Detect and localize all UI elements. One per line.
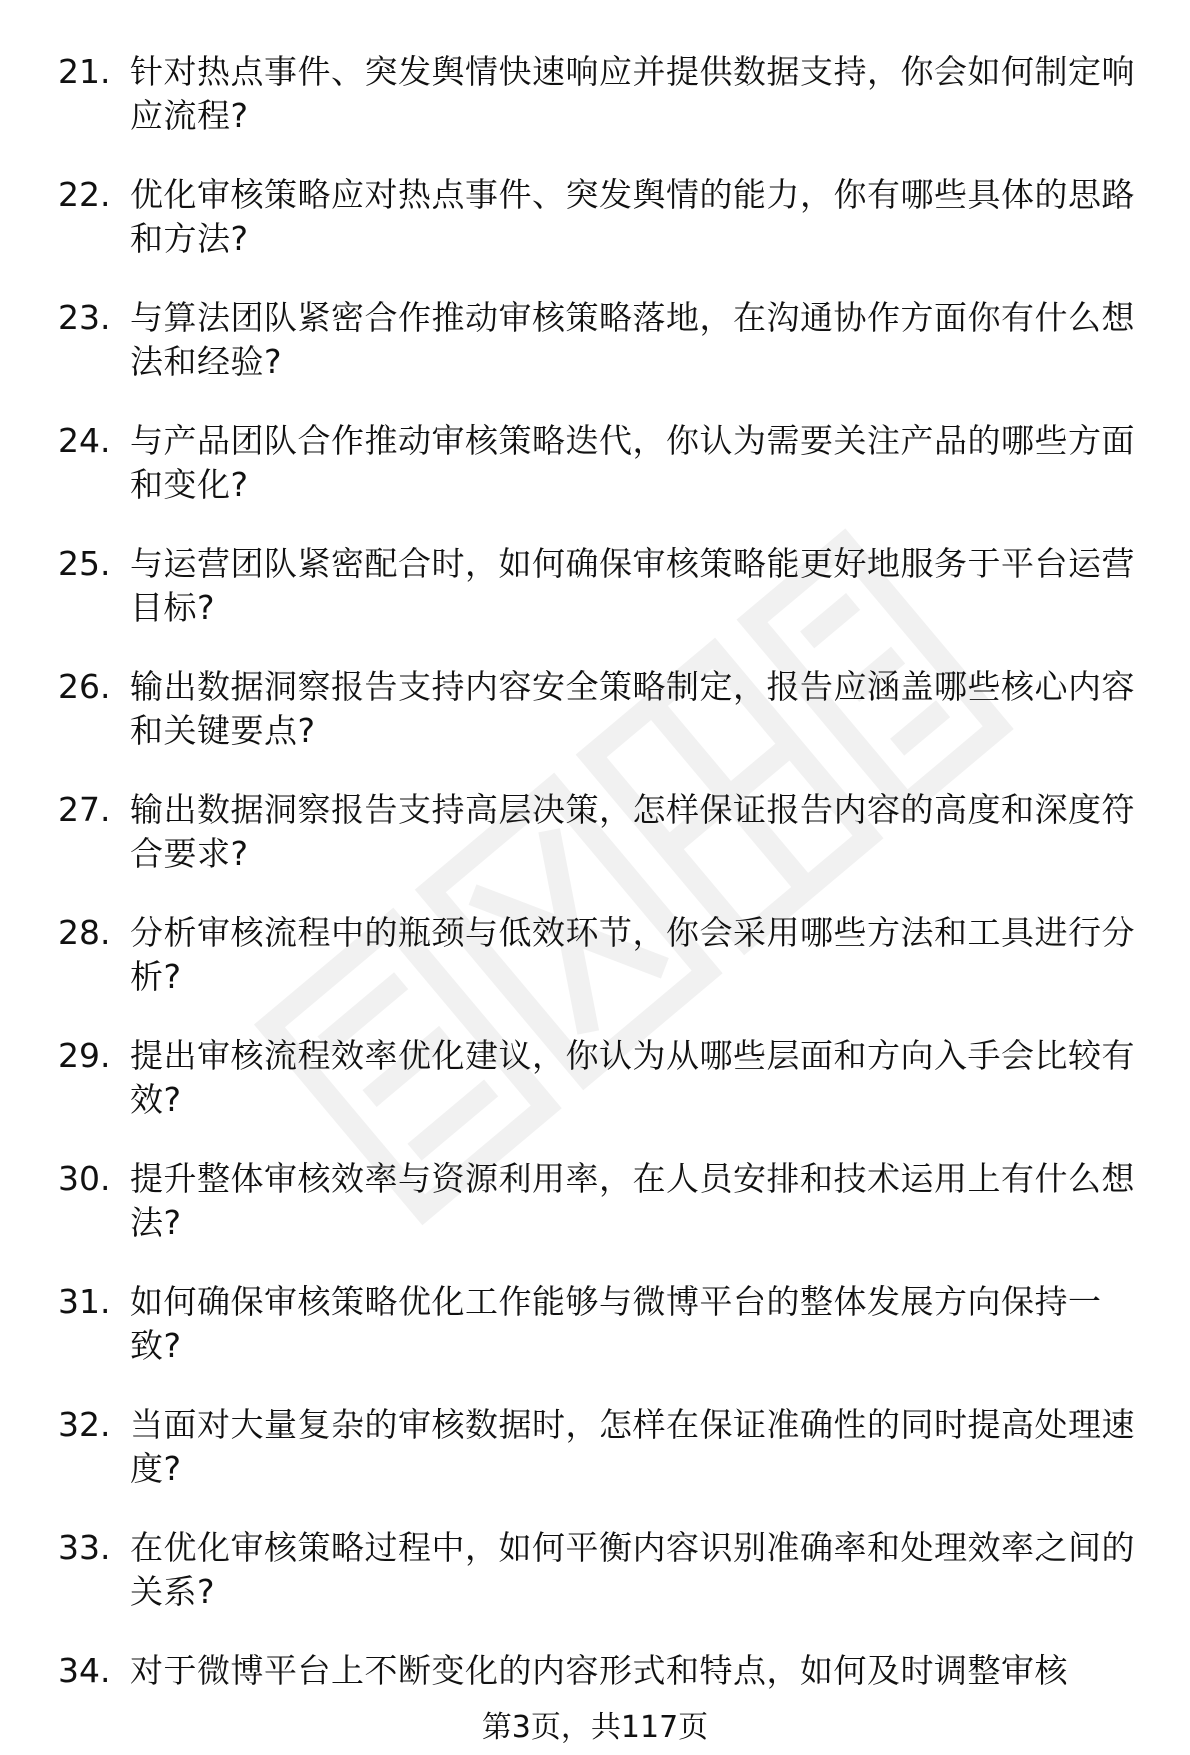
list-item [0, 911, 1190, 1021]
question-text: 输出数据洞察报告支持内容安全策略制定，报告应涵盖哪些核心内容和关键要点? [130, 667, 1135, 750]
question-text: 与产品团队合作推动审核策略迭代，你认为需要关注产品的哪些方面和变化? [130, 421, 1135, 504]
question-text: 当面对大量复杂的审核数据时，怎样在保证准确性的同时提高处理速度? [130, 1405, 1135, 1488]
question-number: 26. [58, 667, 111, 706]
question-number: 21. [58, 52, 111, 91]
question-text: 针对热点事件、突发舆情快速响应并提供数据支持，你会如何制定响应流程? [130, 52, 1135, 135]
question-number: 23. [58, 298, 111, 337]
question-text: 与运营团队紧密配合时，如何确保审核策略能更好地服务于平台运营目标? [130, 544, 1135, 627]
question-text: 输出数据洞察报告支持高层决策，怎样保证报告内容的高度和深度符合要求? [130, 790, 1135, 873]
question-number: 28. [58, 913, 111, 952]
list-item [0, 1403, 1190, 1513]
question-number: 22. [58, 175, 111, 214]
question-text: 与算法团队紧密合作推动审核策略落地，在沟通协作方面你有什么想法和经验? [130, 298, 1135, 381]
question-text: 优化审核策略应对热点事件、突发舆情的能力，你有哪些具体的思路和方法? [130, 175, 1135, 258]
list-item [0, 1526, 1190, 1636]
question-number: 27. [58, 790, 111, 829]
question-number: 32. [58, 1405, 111, 1444]
list-item [0, 173, 1190, 283]
list-item [0, 419, 1190, 529]
list-item [0, 788, 1190, 898]
list-item [0, 542, 1190, 652]
question-text: 在优化审核策略过程中，如何平衡内容识别准确率和处理效率之间的关系? [130, 1528, 1135, 1611]
question-text: 提出审核流程效率优化建议，你认为从哪些层面和方向入手会比较有效? [130, 1036, 1135, 1119]
question-number: 33. [58, 1528, 111, 1567]
list-item [0, 1157, 1190, 1267]
question-text: 提升整体审核效率与资源利用率，在人员安排和技术运用上有什么想法? [130, 1159, 1135, 1242]
question-text: 分析审核流程中的瓶颈与低效环节，你会采用哪些方法和工具进行分析? [130, 913, 1135, 996]
question-number: 31. [58, 1282, 111, 1321]
question-number: 34. [58, 1651, 111, 1690]
list-item [0, 1280, 1190, 1390]
page-footer: 第3页，共117页 [481, 1710, 709, 1745]
list-item [0, 50, 1190, 160]
list-item [0, 296, 1190, 406]
question-number: 29. [58, 1036, 111, 1075]
list-item [0, 665, 1190, 775]
question-number: 25. [58, 544, 111, 583]
list-item [0, 1034, 1190, 1144]
question-text: 如何确保审核策略优化工作能够与微博平台的整体发展方向保持一致? [130, 1282, 1102, 1365]
question-number: 30. [58, 1159, 111, 1198]
list-item [0, 1649, 1190, 1699]
question-text: 对于微博平台上不断变化的内容形式和特点，如何及时调整审核 [130, 1651, 1068, 1690]
question-number: 24. [58, 421, 111, 460]
